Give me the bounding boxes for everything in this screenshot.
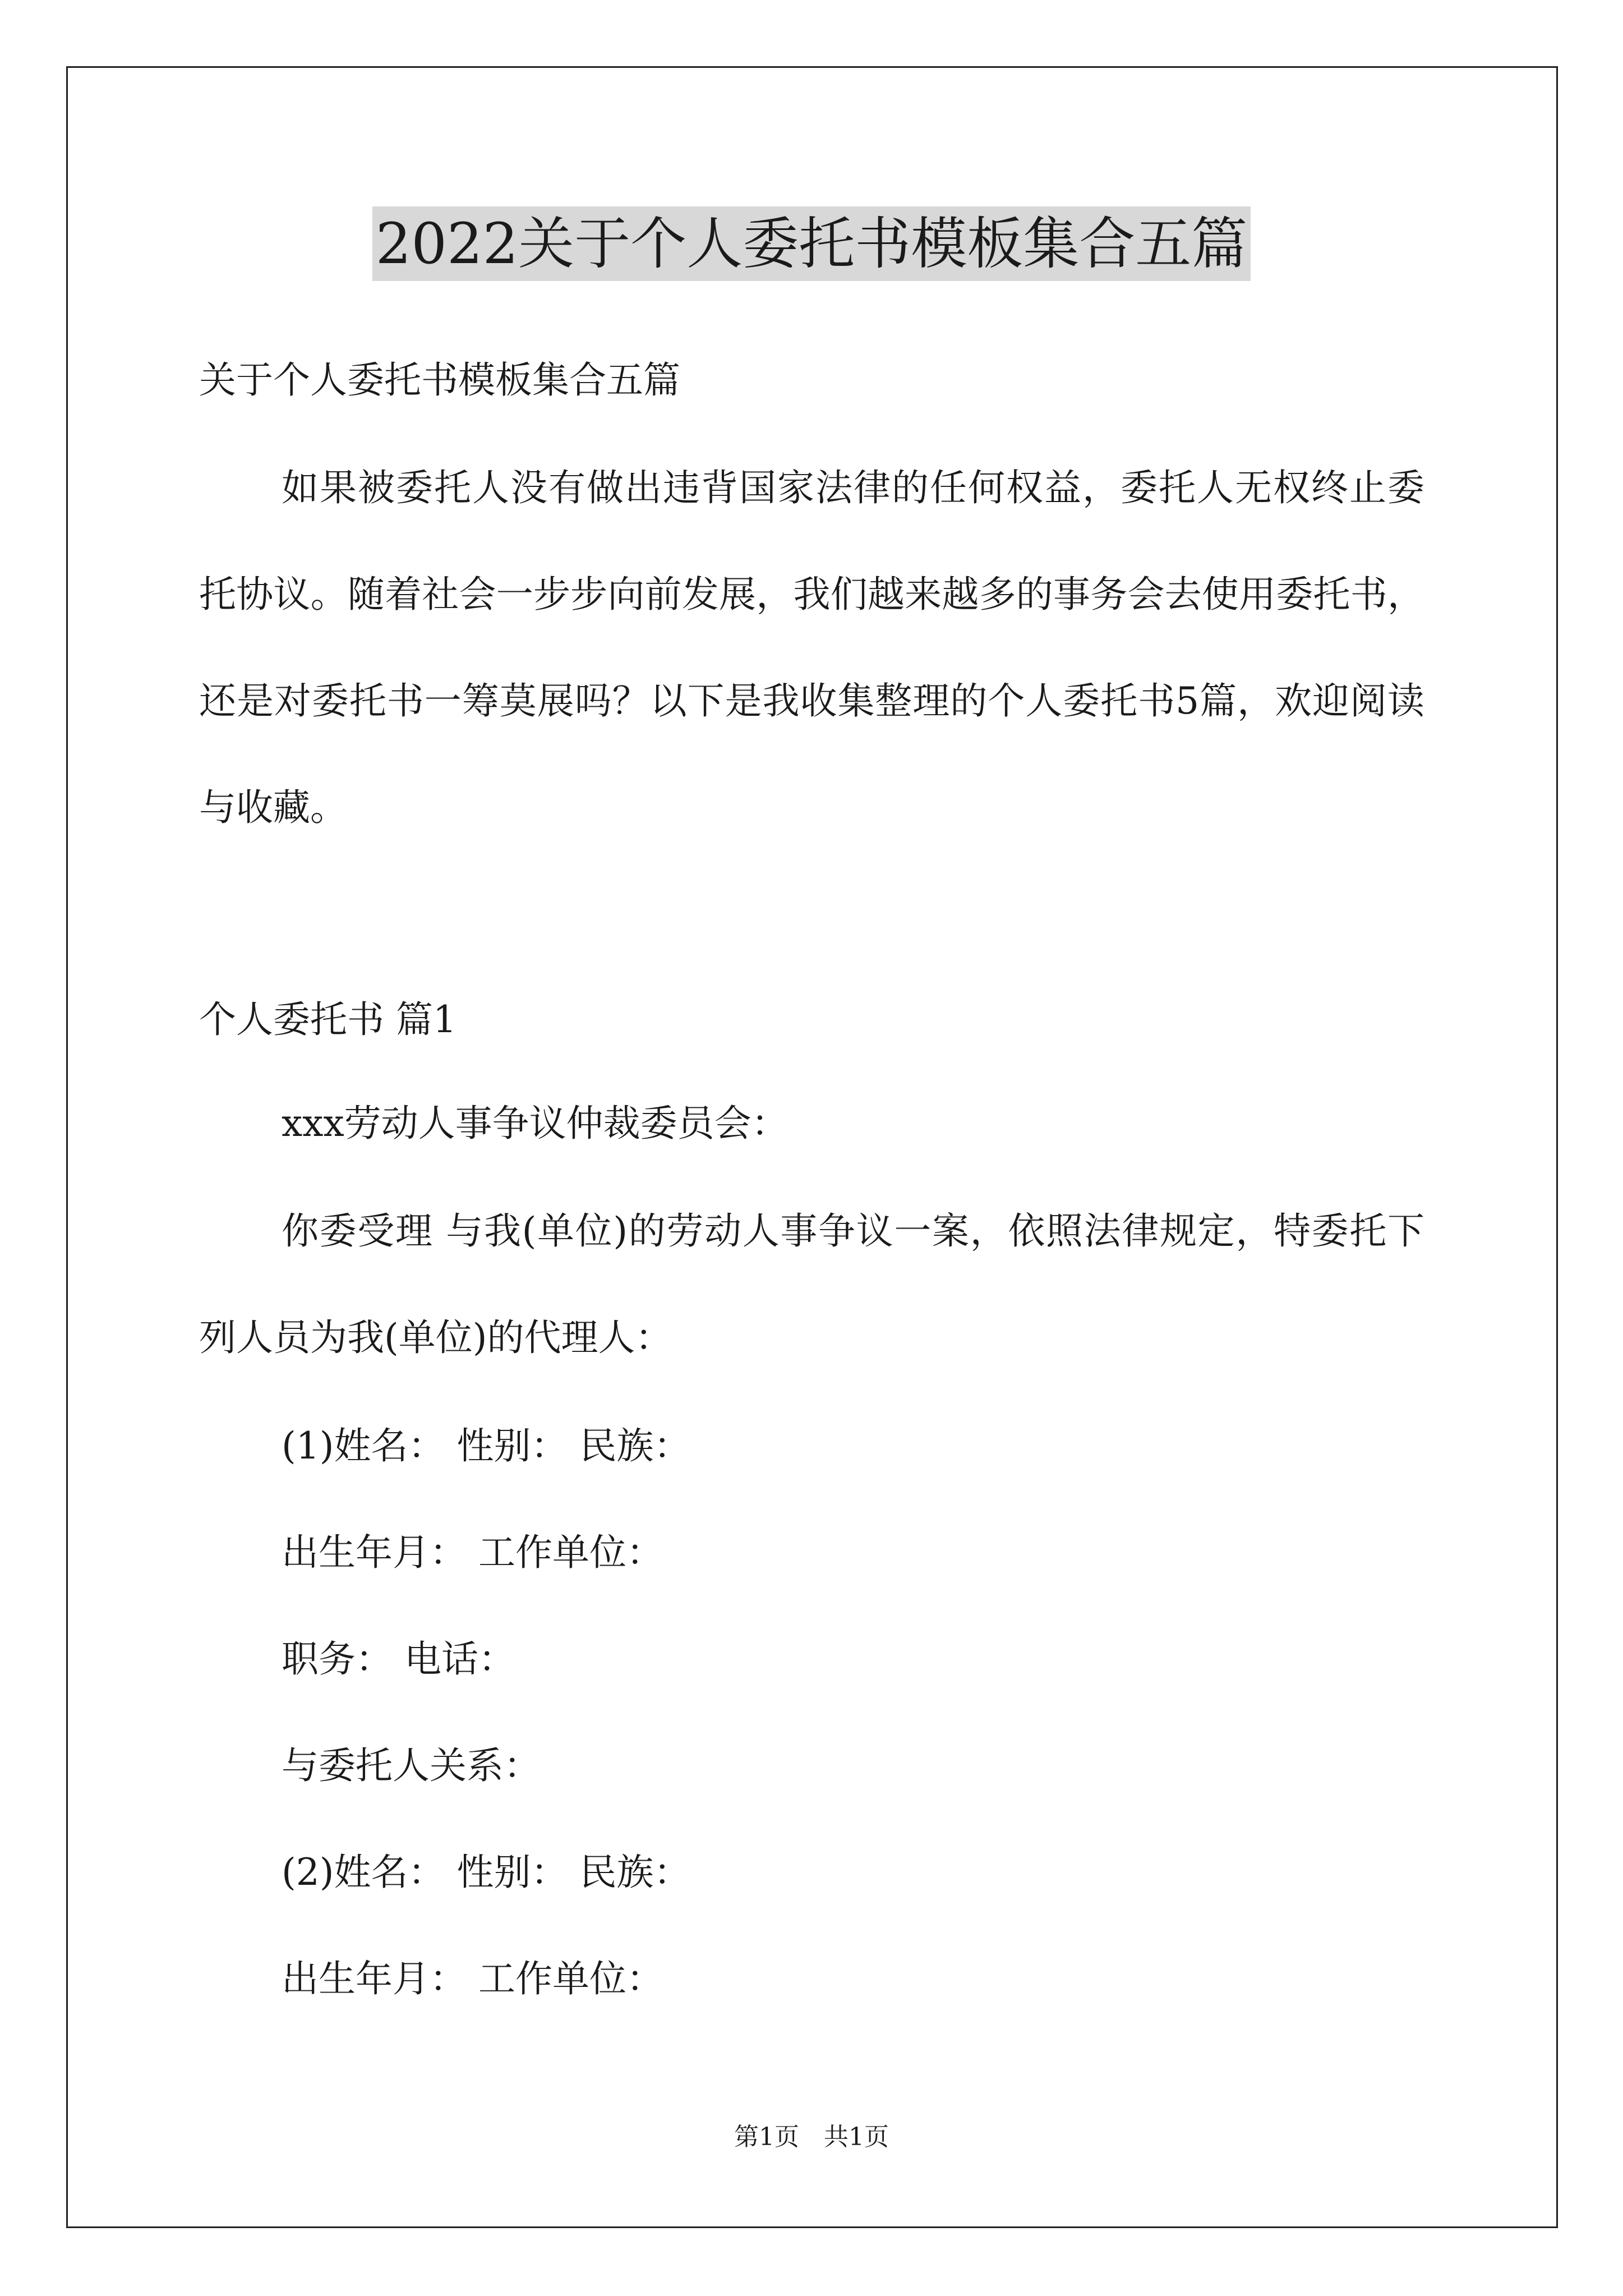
addressee-line: xxx劳动人事争议仲裁委员会： (282, 1102, 789, 1145)
field-line: 出生年月： 工作单位： (282, 1531, 663, 1574)
intro-paragraph: 如果被委托人没有做出违背国家法律的任何权益，委托人无权终止委托协议。随着社会一步步向前发展，我们越来越多的事务会去使用委托书，还是对委托书一筹莫展吗？以下是我收集整理的个人委托书5篇，欢迎阅读与收藏。 (199, 466, 1424, 829)
page-footer: 第1页 共1页 (734, 2123, 889, 2151)
body-paragraph: 你委受理 与我(单位)的劳动人事争议一案，依照法律规定，特委托下列人员为我(单位)的代理人： (199, 1209, 1424, 1359)
field-line: (1)姓名： 性别： 民族： (282, 1424, 691, 1467)
section-heading: 个人委托书 篇1 (199, 998, 457, 1041)
document-title-text: 2022关于个人委托书模板集合五篇 (372, 206, 1251, 281)
field-line: (2)姓名： 性别： 民族： (282, 1851, 691, 1894)
field-line: 与委托人关系： (282, 1744, 541, 1787)
field-line: 出生年月： 工作单位： (282, 1957, 663, 2000)
document-subtitle: 关于个人委托书模板集合五篇 (199, 358, 680, 402)
document-title (0, 202, 1623, 286)
field-line: 职务： 电话： (282, 1637, 515, 1681)
